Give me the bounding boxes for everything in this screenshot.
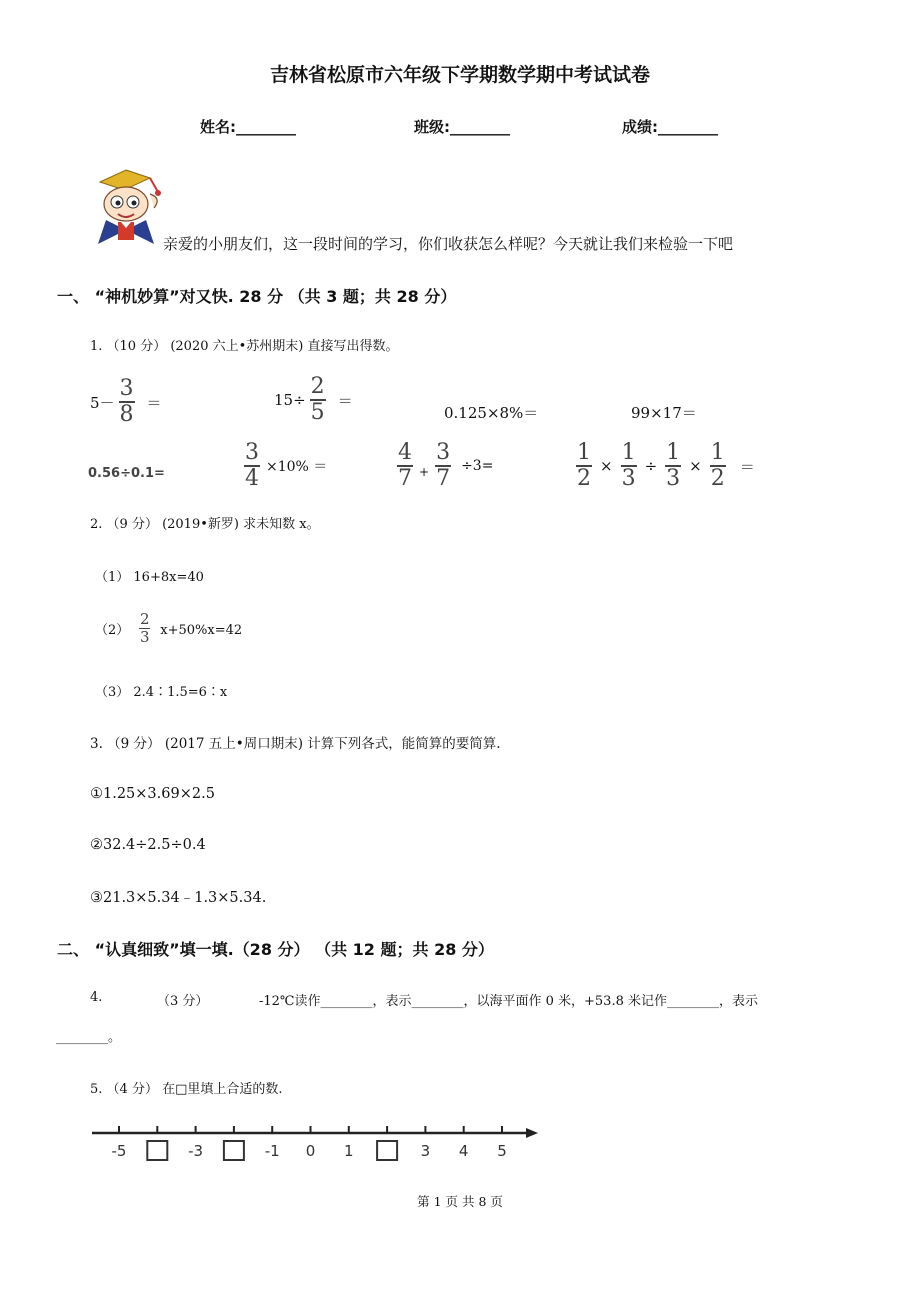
q1-item-d: 99×17＝ (631, 404, 697, 422)
q4-score: （3 分） (157, 994, 209, 1009)
q2-part2-prefix: （2） (95, 623, 130, 638)
q3-part2: ②32.4÷2.5÷0.4 (90, 837, 206, 853)
q1-item-b (274, 376, 353, 424)
fraction (139, 612, 150, 645)
arrow-right-icon (526, 1128, 538, 1138)
numerator: 2 (140, 610, 150, 628)
equals-sign: ＝ (739, 457, 755, 476)
number-line-label: -1 (264, 1142, 280, 1160)
q1-a-suffix: ＝ (146, 393, 162, 412)
denominator: 7 (436, 466, 451, 491)
fraction (397, 442, 413, 490)
q3-part3: ③21.3×5.34﹣1.3×5.34. (90, 890, 267, 906)
number-line-label: -5 (111, 1142, 127, 1160)
numerator: 2 (310, 374, 325, 399)
denominator: 7 (398, 466, 412, 491)
name-field: 姓名:________ (200, 118, 296, 136)
q1-item-f (244, 442, 327, 490)
fraction (710, 442, 726, 490)
numerator: 3 (245, 440, 259, 465)
q1-b-suffix: ＝ (337, 391, 353, 410)
q2-part1: （1） 16+8x=40 (95, 570, 204, 585)
q2-part3: （3） 2.4∶1.5=6∶x (95, 685, 228, 700)
denominator: 3 (666, 466, 681, 491)
intro-text: 亲爱的小朋友们，这一段时间的学习，你们收获怎么样呢？今天就让我们来检验一下吧 (163, 235, 734, 253)
answer-box[interactable] (147, 1141, 167, 1160)
fraction (621, 442, 637, 490)
numerator: 3 (119, 376, 134, 401)
q1-item-c: 0.125×8%＝ (444, 404, 539, 422)
q2-stem: 2. （9 分） (2019•新罗) 求未知数 x。 (90, 517, 320, 532)
number-line-label: 1 (344, 1142, 354, 1160)
times-sign: × (689, 457, 702, 475)
denominator: 8 (119, 402, 134, 427)
q1-f-suffix: ×10% ＝ (266, 459, 328, 475)
section1-heading: 一、 “神机妙算”对又快. 28 分 （共 3 题；共 28 分） (57, 287, 457, 306)
q3-part1: ①1.25×3.69×2.5 (90, 786, 215, 802)
class-field: 班级:________ (414, 118, 510, 136)
page-title: 吉林省松原市六年级下学期数学期中考试试卷 (269, 64, 650, 86)
numerator: 1 (710, 440, 725, 465)
q4-text: -12℃读作________，表示________，以海平面作 0 米，+53.8 米记作________，表示 (259, 994, 758, 1009)
numerator: 3 (436, 440, 451, 465)
q2-part2-suffix: x+50%x=42 (160, 623, 243, 638)
fraction (310, 376, 326, 424)
fraction (435, 442, 451, 490)
fraction (665, 442, 681, 490)
fraction (576, 442, 592, 490)
q1-stem: 1. （10 分） (2020 六上•苏州期末) 直接写出得数。 (90, 339, 399, 354)
q1-item-h (576, 442, 755, 490)
denominator: 5 (310, 400, 325, 425)
denominator: 3 (621, 466, 636, 491)
plus-sign: + (419, 465, 430, 479)
answer-box[interactable] (377, 1141, 397, 1160)
q3-stem: 3. （9 分） (2017 五上•周口期末) 计算下列各式，能简算的要简算. (90, 736, 501, 752)
q1-item-a (90, 378, 162, 426)
q4-number: 4. (90, 990, 103, 1005)
q1-b-prefix: 15÷ (274, 391, 306, 409)
q1-a-prefix: 5－ (90, 393, 115, 412)
answer-box[interactable] (224, 1141, 244, 1160)
numerator: 4 (398, 440, 412, 465)
score-field: 成绩:________ (622, 118, 718, 136)
q1-g-suffix: ÷3= (461, 458, 494, 474)
section2-heading: 二、 “认真细致”填一填.（28 分） （共 12 题；共 28 分） (57, 940, 494, 959)
q2-part2 (95, 612, 242, 645)
number-line-label: 5 (497, 1142, 507, 1160)
number-line (88, 1118, 548, 1164)
number-line-label: 4 (458, 1142, 469, 1160)
fraction (244, 442, 260, 490)
number-line-label: 3 (420, 1142, 431, 1160)
numerator: 1 (621, 440, 636, 465)
denominator: 2 (577, 466, 591, 491)
q5-stem: 5. （4 分） 在□里填上合适的数. (90, 1082, 283, 1097)
page-footer: 第 1 页 共 8 页 (417, 1194, 503, 1209)
q4-continuation: ________。 (56, 1030, 122, 1045)
mascot-doctor-hat-image (88, 168, 168, 246)
denominator: 4 (245, 466, 259, 491)
times-sign: × (600, 457, 613, 475)
fraction (119, 378, 135, 426)
numerator: 1 (666, 440, 681, 465)
numerator: 1 (577, 440, 591, 465)
number-line-label: 0 (305, 1142, 316, 1160)
denominator: 2 (710, 466, 725, 491)
number-line-label: -3 (188, 1142, 204, 1160)
divide-sign: ÷ (644, 457, 658, 475)
q1-item-g (397, 442, 493, 490)
q1-item-e: 0.56÷0.1= (88, 466, 165, 481)
denominator: 3 (140, 628, 150, 646)
